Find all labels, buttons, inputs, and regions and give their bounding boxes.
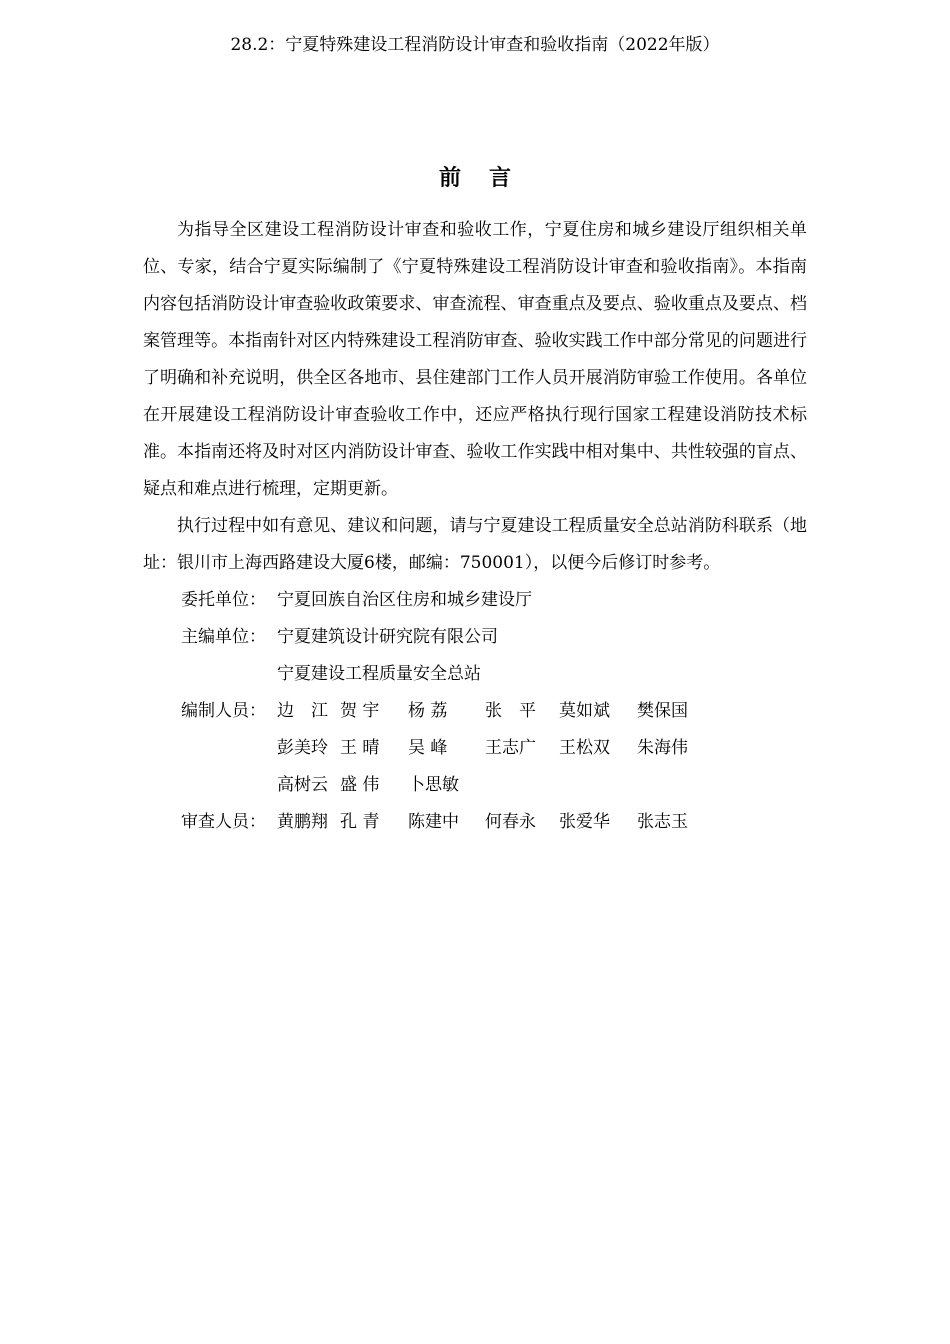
paragraph: 为指导全区建设工程消防设计审查和验收工作，宁夏住房和城乡建设厅组织相关单位、专家，结合宁夏实际编制了《宁夏特殊建设工程消防设计审查和验收指南》。本指南内容包括消防设计审查验收政策要求、审查流程、审查重点及要点、验收重点及要点、档案管理等。本指南针对区内特殊建设工程消防审查、验收实践工作中部分常见的问题进行了明确和补充说明，供全区各地市、县住建部门工作人员开展消防审验工作使用。各单位在开展建设工程消防设计审查验收工作中，还应严格执行现行国家工程建设消防技术标准。本指南还将及时对区内消防设计审查、验收工作实践中相对集中、共性较强的盲点、疑点和难点进行梳理，定期更新。: [143, 220, 807, 499]
person-name: 贺 宇: [340, 701, 380, 721]
compilers-list: [277, 693, 807, 804]
chief-editor-unit: 宁夏建设工程质量安全总站: [277, 664, 481, 684]
running-header: 28.2：宁夏特殊建设工程消防设计审查和验收指南（2022年版）: [230, 35, 720, 55]
person-name: 彭美玲: [277, 738, 328, 758]
compilers-line: [277, 730, 807, 767]
person-name: 何春永: [485, 812, 536, 832]
person-name: 莫如斌: [559, 701, 610, 721]
paragraph: 执行过程中如有意见、建议和问题，请与宁夏建设工程质量安全总站消防科联系（地址：银川市上海西路建设大厦6楼，邮编：750001），以便今后修订时参考。: [143, 516, 807, 573]
reviewers-list: [277, 804, 807, 841]
person-name: 吴 峰: [408, 738, 448, 758]
reviewers-line: [277, 804, 807, 841]
reviewers-row: [143, 804, 807, 841]
chief-editor-unit: 宁夏建筑设计研究院有限公司: [277, 627, 498, 647]
person-name: 盛 伟: [340, 775, 380, 795]
person-name: 王松双: [559, 738, 610, 758]
person-name: 朱海伟: [637, 738, 688, 758]
person-name: 张 平: [485, 701, 536, 721]
person-name: 王 晴: [340, 738, 380, 758]
compilers-line: [277, 767, 807, 804]
page-title: 前言: [438, 166, 539, 191]
person-name: 张爱华: [559, 812, 610, 832]
person-name: 陈建中: [408, 812, 459, 832]
chief-editor-units: [277, 619, 807, 693]
person-name: 黄鹏翔: [277, 812, 328, 832]
person-name: 杨 荔: [408, 701, 448, 721]
chief-editor-row: [143, 619, 807, 693]
person-name: 王志广: [485, 738, 536, 758]
person-name: 边 江: [277, 701, 328, 721]
person-name: 张志玉: [637, 812, 688, 832]
reviewers-label: 审查人员：: [181, 812, 266, 832]
commissioning-label: 委托单位：: [181, 590, 266, 610]
compilers-label: 编制人员：: [181, 701, 266, 721]
person-name: 樊保国: [637, 701, 688, 721]
commissioning-unit-row: [143, 582, 807, 619]
person-name: 高树云: [277, 775, 328, 795]
document-body: [143, 212, 807, 841]
compilers-line: [277, 693, 807, 730]
compilers-row: [143, 693, 807, 804]
person-name: 卜思敏: [408, 775, 459, 795]
chief-editor-label: 主编单位：: [181, 627, 266, 647]
commissioning-unit: 宁夏回族自治区住房和城乡建设厅: [277, 590, 532, 610]
person-name: 孔 青: [340, 812, 380, 832]
